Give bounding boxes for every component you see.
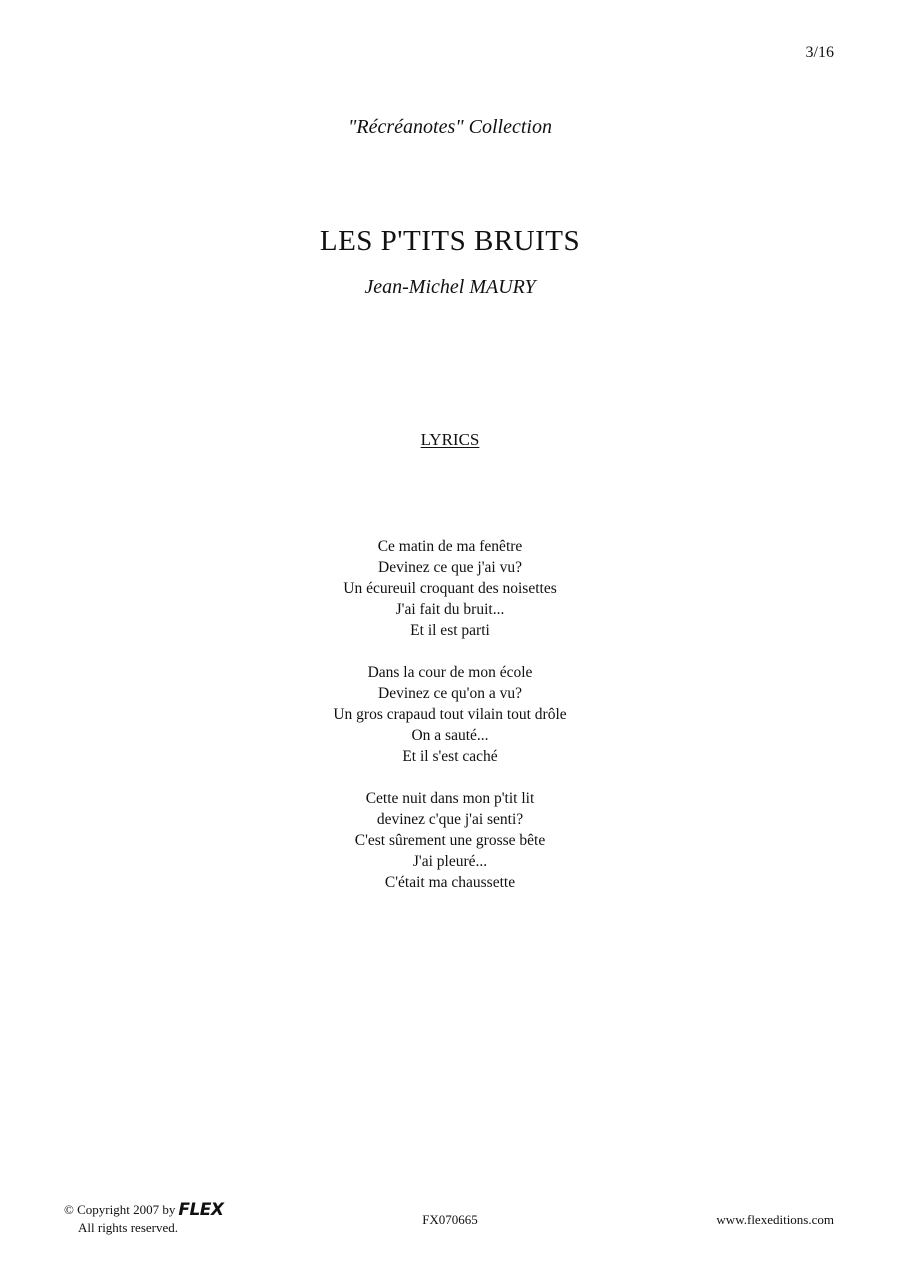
lyric-line: Ce matin de ma fenêtre	[377, 538, 523, 555]
stanza-1	[0, 536, 900, 641]
page-number: 3/16	[805, 44, 834, 61]
lyric-line: Devinez ce qu'on a vu?	[378, 685, 522, 702]
lyric-line: J'ai fait du bruit...	[395, 601, 505, 618]
lyric-line: J'ai pleuré...	[412, 853, 488, 870]
lyric-line: Un gros crapaud tout vilain tout drôle	[333, 706, 567, 723]
song-title: LES P'TITS BRUITS	[319, 225, 581, 257]
collection-name: "Récréanotes" Collection	[348, 116, 552, 138]
rights-text: All rights reserved.	[78, 1220, 179, 1235]
lyric-line: On a sauté...	[411, 727, 489, 744]
website-link[interactable]: www.flexeditions.com	[716, 1212, 834, 1227]
copyright-text: © Copyright 2007 by	[64, 1202, 176, 1217]
lyric-line: Devinez ce que j'ai vu?	[378, 559, 522, 576]
lyric-line: Et il est parti	[410, 622, 490, 639]
catalog-number: FX070665	[422, 1212, 478, 1227]
lyric-line: C'est sûrement une grosse bête	[354, 832, 546, 849]
lyrics-heading-label: LYRICS	[420, 430, 480, 449]
lyric-line: Un écureuil croquant des noisettes	[343, 580, 557, 597]
lyrics-heading	[0, 430, 900, 450]
lyric-line: Dans la cour de mon école	[367, 664, 533, 681]
stanza-3	[0, 788, 900, 893]
composer-name: Jean-Michel MAURY	[364, 276, 536, 298]
lyric-line: Cette nuit dans mon p'tit lit	[365, 790, 535, 807]
flex-logo: FLEX	[178, 1200, 224, 1220]
lyric-line: devinez c'que j'ai senti?	[376, 811, 524, 828]
lyric-line: C'était ma chaussette	[384, 874, 516, 891]
lyric-line: Et il s'est caché	[402, 748, 498, 765]
stanza-2	[0, 662, 900, 767]
lyrics-body	[0, 536, 900, 914]
